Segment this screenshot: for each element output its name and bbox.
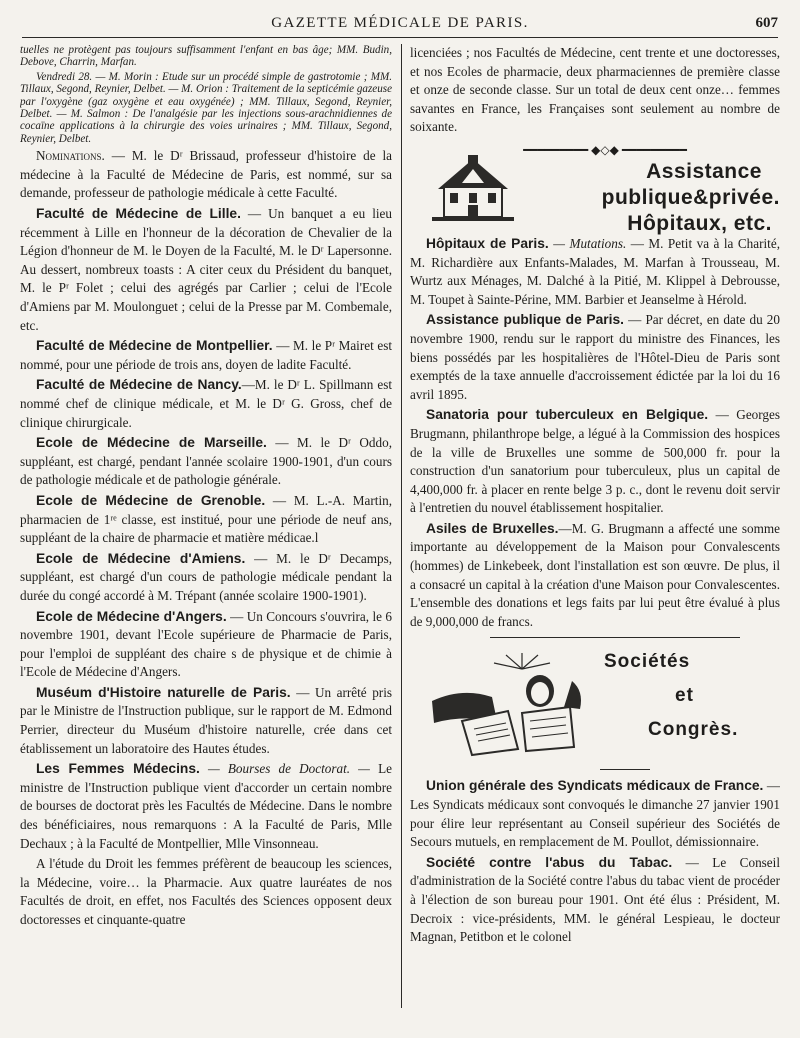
article-amiens xyxy=(20,550,392,606)
article-marseille xyxy=(20,434,392,490)
grenoble-text: — M. L.-A. Martin, pharmacien de 1ʳᵉ classe, est institué, pour une période de neuf ans, suppléant de la chaire de pharmacie et matière médicae.l xyxy=(20,492,392,546)
assistance-heading: Assistance publique de Paris. xyxy=(426,312,625,328)
nominations-lead: Nominations. xyxy=(36,148,105,164)
societes-banner xyxy=(410,633,780,773)
ornament-divider: ━━━━━━━━━ ◆◇◆ ━━━━━━━━━ xyxy=(523,142,687,157)
right-column xyxy=(410,44,780,1030)
header-rule xyxy=(22,37,778,38)
left-column xyxy=(20,44,392,1030)
banner-societes: Sociétés xyxy=(604,651,691,673)
montpellier-text: — M. le Pʳ Mairet est nommé, pour une période de trois ans, doyen de ladite Faculté. xyxy=(20,338,392,372)
column-divider xyxy=(401,44,402,1008)
sanatoria-heading: Sanatoria pour tuberculeux en Belgique. xyxy=(426,407,709,423)
marseille-heading: Ecole de Médecine de Marseille. xyxy=(36,435,267,451)
amiens-heading: Ecole de Médecine d'Amiens. xyxy=(36,550,246,566)
article-femmes-cont: A l'étude du Droit les femmes préfèrent de beaucoup les sciences, la Médecine, voire… la Pharmacie. Aux quatre lauréates de nos Facultés de droit, en effet, nos Facultés des Sciences opposent deux doctoresses et cinquante-quatre xyxy=(20,856,392,927)
article-union xyxy=(410,777,780,851)
asiles-text: —M. G. Brugmann a affecté une somme importante au développement de la Maison pour Convalescents (hommes) de Linkebeek, dont l'installation est son œuvre. De plus, il a consacré un capital à la création d'une Maison pour Convalescentes. L'ensemble des donations et legs faits par lui peut être évalué à plus de 9,000,000 de francs. xyxy=(410,520,780,629)
lille-heading: Faculté de Médecine de Lille. xyxy=(36,206,241,222)
tabac-text: — Le Conseil d'administration de la Société contre l'abus du tabac vient de procéder à l'élection de son bureau pour 1901. Ont été élus : Président, M. Decroix : vice-présidents, MM. le général Lespieau, le docteur Magnan, Petitbon et le colonel xyxy=(410,854,780,945)
femmes-subtitle: — Bourses de Doctorat. — xyxy=(199,761,370,777)
article-asiles xyxy=(410,520,780,632)
museum-heading: Muséum d'Histoire naturelle de Paris. xyxy=(36,684,291,700)
hopitaux-subtitle: — Mutations. xyxy=(548,235,627,251)
banner-rule-bottom xyxy=(600,769,650,770)
banner-line-3: Hôpitaux, etc. xyxy=(627,211,772,235)
sanatoria-text: — Georges Brugmann, philanthrope belge, a légué à la Commission des hospices de la ville de Bruxelles une somme de 500,000 fr. pour la construction d'un sanatorium pour tuberculeux, plus un capital de 4,400,000 fr. à placer en rente belge 3 p. c., dont le revenu doit servir à l'entretien du nouvel établissement hospitalier. xyxy=(410,407,780,516)
article-femmes xyxy=(20,760,392,853)
angers-text: — Un Concours s'ouvrira, le 6 novembre 1901, devant l'Ecole supérieure de Pharmacie de Paris, pour l'emploi de suppléant des chaire s de physique et de chimie à l'Ecole de Médecine d'Angers. xyxy=(20,608,392,680)
union-heading: Union générale des Syndicats médicaux de France. xyxy=(426,778,764,794)
angers-heading: Ecole de Médecine d'Angers. xyxy=(36,608,227,624)
tabac-heading: Société contre l'abus du Tabac. xyxy=(426,854,673,870)
assistance-banner-text xyxy=(602,159,780,237)
intro-fragment: tuelles ne protègent pas toujours suffisamment l'enfant en bas âge; MM. Budin, Debove, Charrin, Marfan. xyxy=(20,44,392,69)
hopitaux-heading: Hôpitaux de Paris. xyxy=(426,235,549,251)
journal-title: GAZETTE MÉDICALE DE PARIS. xyxy=(271,15,529,31)
banner-line-1: Assistance xyxy=(646,159,762,183)
article-angers xyxy=(20,608,392,682)
books-and-bust-illustration xyxy=(422,651,592,761)
nancy-text: —M. le Dʳ L. Spillmann est nommé chef de clinique médicale, et M. le Dʳ G. Gross, chef de clinique chirurgicale. xyxy=(20,377,392,430)
intro-friday: Vendredi 28. — M. Morin : Etude sur un procédé simple de gastrotomie ; MM. Tillaux, Segond, Reynier, Delbet. — M. Orion : Traitement de la septicémie gazeuse par l'oxygène (gaz oxygène et eau oxygénée) ; MM. Tillaux, Segond, Reynier, Delbet. — M. Salmon : De l'analgésie par les injections sous-arachnidiennes de cocaïne applications à la chirurgie des voies urinaires ; MM. Tillaux, Segond, Reynier, Delbet. xyxy=(20,70,392,145)
marseille-text: — M. le Dʳ Oddo, suppléant, est chargé, pendant l'année scolaire 1900-1901, d'un cours de pathologie médicale et de pathologie générale. xyxy=(20,435,392,488)
article-grenoble xyxy=(20,492,392,548)
nancy-heading: Faculté de Médecine de Nancy. xyxy=(36,377,242,393)
hopitaux-text: — M. Petit va à la Charité, M. Richardière aux Enfants-Malades, M. Marfan à Trousseau, M. Wurtz aux Ménages, M. Dalché à la Pitié, M. Klippel à Debrousse, M. Toupet à Sainte-Périne, MM. Barbier et Jeanselme à Hérold. xyxy=(410,235,780,307)
femmes-text: Le ministre de l'Instruction publique vient d'accorder un certain nombre de bourses de doctorat près les Facultés de Médecine. Dans le nombre des bénéficiaires, nous remarquons : A la Faculté de Paris, Mlle Dechaux ; à la Faculté de Montpellier, Mlle Vinsonneau. xyxy=(20,761,392,851)
banner-line-2: publique&privée. xyxy=(601,185,780,209)
article-montpellier xyxy=(20,337,392,374)
assistance-banner xyxy=(410,141,780,235)
article-sanatoria xyxy=(410,406,780,518)
page-number: 607 xyxy=(755,15,778,31)
article-lille xyxy=(20,205,392,335)
banner-rule-top xyxy=(490,637,740,638)
article-nominations xyxy=(20,147,392,203)
montpellier-heading: Faculté de Médecine de Montpellier. xyxy=(36,338,273,354)
assistance-text: — Par décret, en date du 20 novembre 1900, rendu sur le rapport du ministre des Finances, les biens possédés par les hospitalières de l'Hôtel-Dieu de Paris sont exemptés de la taxe annuelle d'accroissement édictée par la loi du 16 avril 1895. xyxy=(410,312,780,402)
article-tabac xyxy=(410,854,780,947)
asiles-heading: Asiles de Bruxelles. xyxy=(426,520,559,536)
continued-text: licenciées ; nos Facultés de Médecine, cent trente et une doctoresses, et nos Ecoles de pharmacie, deux pharmaciennes de première classe et onze de seconde classe. Sur un total de deux cent onze… femmes savantes en France, les Françaises sont seulement au nombre de soixante. xyxy=(410,45,780,135)
grenoble-heading: Ecole de Médecine de Grenoble. xyxy=(36,492,266,508)
union-text: — Les Syndicats médicaux sont convoqués le dimanche 27 janvier 1901 pour élire leur représentant au Conseil supérieur des Sociétés de Secours mutuels, en remplacement de M. Poullot, démissionnaire. xyxy=(410,778,780,850)
article-hopitaux xyxy=(410,235,780,309)
page-header xyxy=(0,0,800,40)
hospital-building-icon xyxy=(432,155,514,223)
article-nancy xyxy=(20,376,392,432)
femmes-heading: Les Femmes Médecins. xyxy=(36,761,200,777)
banner-et: et xyxy=(675,685,694,707)
amiens-text: — M. le Dʳ Decamps, suppléant, est chargé d'un cours de pathologie médicale pendant la durée du congé accordé à M. Trépant (année scolaire 1900-1901). xyxy=(20,550,392,603)
lille-text: — Un banquet a eu lieu récemment à Lille en l'honneur de la décoration de Chevalier de la Légion d'honneur de M. le Doyen de la Faculté, M. le Dʳ Lapersonne. Au dessert, nombreux toasts : A citer ceux du Président du banquet, M. le Pʳ Folet ; celui des agrégés par Carlier ; celui de l'Ecole d'Amiens par M. Moulonguet ; celui de la Presse par M. Combemale, etc. xyxy=(20,206,392,333)
nominations-text: — M. le Dʳ Brissaud, professeur d'histoire de la médecine à la Faculté de Médecine de Paris, est nommé, sur sa demande, professeur de pathologie médicale à cette Faculté. xyxy=(20,148,392,201)
article-assistance xyxy=(410,311,780,404)
article-museum xyxy=(20,684,392,758)
museum-text: — Un arrêté pris par le Ministre de l'Instruction publique, sur le rapport de M. Edmond Perrier, directeur du Muséum d'histoire naturelle, crée dans cet établissement un laboratoire des Hautes études. xyxy=(20,684,392,756)
banner-congres: Congrès. xyxy=(648,719,739,741)
